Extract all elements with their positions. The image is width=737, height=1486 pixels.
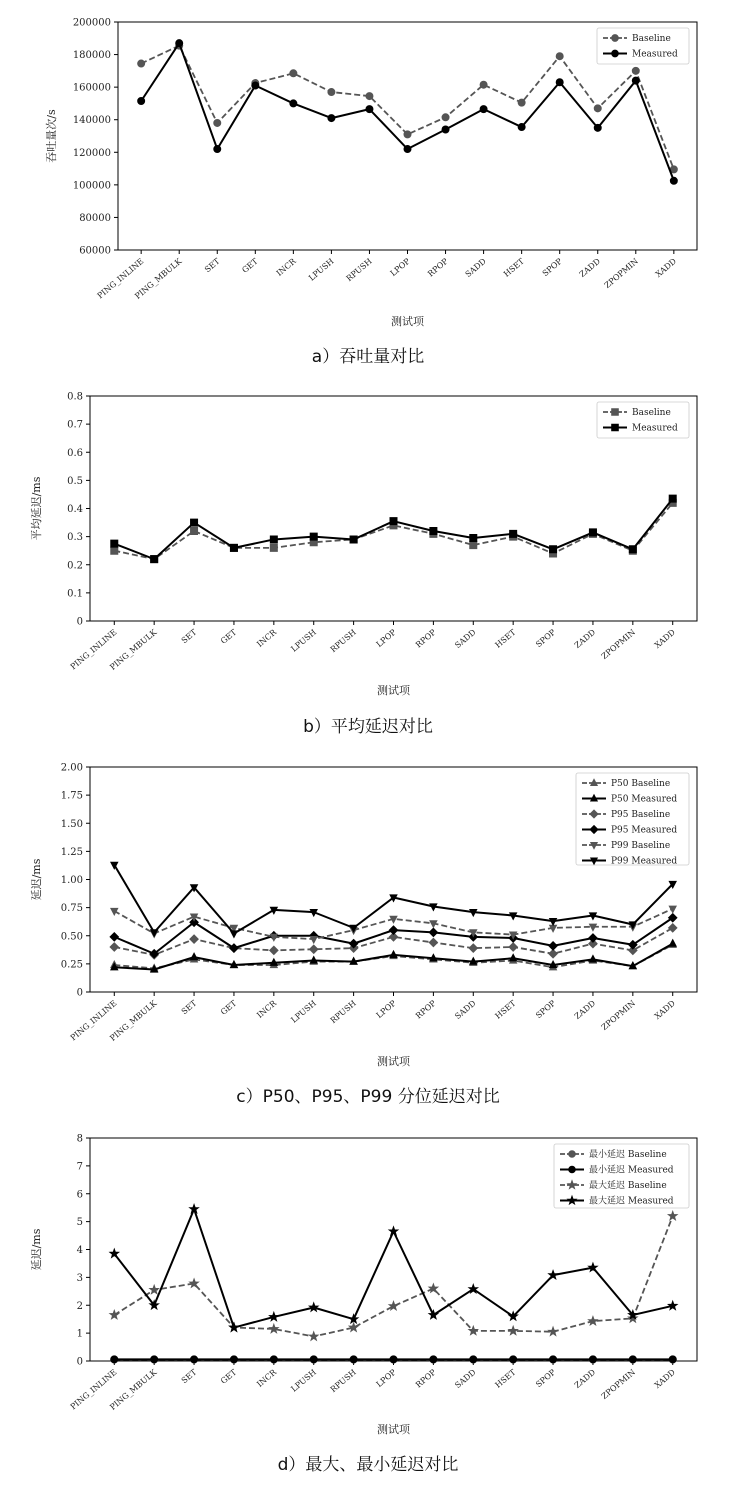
legend xyxy=(554,1144,689,1208)
data-point xyxy=(190,1356,197,1363)
data-point xyxy=(190,935,199,944)
y-tick-label: 3 xyxy=(76,1272,83,1284)
legend-entry: Measured xyxy=(632,423,678,434)
y-tick-label: 140000 xyxy=(72,115,111,127)
data-point xyxy=(588,1316,597,1325)
x-tick-label: ZADD xyxy=(572,1367,598,1391)
data-point xyxy=(190,519,197,526)
x-tick-label: LPUSH xyxy=(307,256,336,283)
y-tick-label: 0.2 xyxy=(67,560,83,572)
y-tick-label: 0.1 xyxy=(67,588,83,600)
x-tick-label: PING_INLINE xyxy=(68,627,119,672)
data-point xyxy=(470,534,477,541)
x-tick-label: RPUSH xyxy=(344,256,374,284)
y-tick-label: 1 xyxy=(76,1328,83,1340)
data-point xyxy=(480,106,487,113)
data-point xyxy=(111,540,118,547)
data-point xyxy=(366,92,373,99)
x-tick-label: PING_MBULK xyxy=(133,256,184,301)
y-tick-label: 0.75 xyxy=(60,903,83,915)
y-axis-label: 吞吐量次/s xyxy=(45,109,58,163)
y-tick-label: 1.00 xyxy=(60,875,83,886)
x-tick-label: PING_INLINE xyxy=(95,256,146,301)
data-point xyxy=(429,938,438,947)
y-tick-label: 180000 xyxy=(72,50,111,62)
x-tick-label: SPOP xyxy=(540,256,564,279)
data-point xyxy=(589,955,596,962)
data-point xyxy=(151,1356,158,1363)
y-tick-label: 2 xyxy=(76,1300,83,1312)
y-tick-label: 0.25 xyxy=(60,959,83,971)
x-axis-label: 测试项 xyxy=(377,1055,410,1068)
x-tick-label: SET xyxy=(179,998,199,1017)
data-point xyxy=(269,1324,278,1333)
data-point xyxy=(510,1356,517,1363)
y-tick-label: 100000 xyxy=(72,180,111,192)
x-tick-label: PING_INLINE xyxy=(68,1367,119,1412)
x-tick-label: SADD xyxy=(453,998,478,1022)
data-point xyxy=(270,1356,277,1363)
data-point xyxy=(549,942,558,951)
data-point xyxy=(138,97,145,104)
x-tick-label: PING_MBULK xyxy=(108,998,159,1043)
legend-swatch-marker xyxy=(569,1166,576,1173)
legend-entry: Measured xyxy=(632,49,678,60)
x-tick-label: RPOP xyxy=(413,1367,438,1390)
legend-entry: P95 Baseline xyxy=(611,810,671,821)
data-point xyxy=(270,946,279,955)
y-tick-label: 0.6 xyxy=(67,447,83,459)
x-tick-label: GET xyxy=(218,998,239,1017)
x-tick-label: INCR xyxy=(274,256,298,278)
data-point xyxy=(138,60,145,67)
data-point xyxy=(111,547,118,554)
data-point xyxy=(309,1332,318,1341)
data-point xyxy=(366,106,373,113)
data-point xyxy=(404,145,411,152)
data-point xyxy=(429,928,438,937)
data-point xyxy=(518,99,525,106)
data-point xyxy=(470,1356,477,1363)
y-tick-label: 0.50 xyxy=(60,931,83,943)
y-tick-label: 0 xyxy=(76,616,83,628)
x-tick-label: ZADD xyxy=(577,256,603,280)
x-tick-label: GET xyxy=(240,256,260,275)
data-point xyxy=(310,533,317,540)
data-point xyxy=(230,544,237,551)
legend-entry: P95 Measured xyxy=(611,825,678,836)
data-point xyxy=(632,67,639,74)
legend-entry: P50 Measured xyxy=(611,794,678,805)
data-point xyxy=(390,1356,397,1363)
data-point xyxy=(589,1356,596,1363)
data-point xyxy=(230,931,237,938)
legend-entry: Baseline xyxy=(632,408,671,419)
x-axis-label: 测试项 xyxy=(391,315,424,328)
data-point xyxy=(110,933,119,942)
data-point xyxy=(518,123,525,130)
data-point xyxy=(589,934,598,943)
chart-3 xyxy=(30,763,697,1108)
data-point xyxy=(190,527,197,534)
data-point xyxy=(310,1356,317,1363)
x-axis-label: 测试项 xyxy=(377,1423,410,1436)
y-tick-label: 0.4 xyxy=(67,504,83,515)
data-point xyxy=(469,944,478,953)
data-point xyxy=(110,1310,119,1319)
legend xyxy=(597,28,689,64)
y-tick-label: 4 xyxy=(76,1245,83,1256)
x-tick-label: SADD xyxy=(453,627,478,651)
x-tick-label: XADD xyxy=(652,998,678,1021)
data-point xyxy=(190,953,197,960)
data-point xyxy=(668,1301,677,1310)
data-point xyxy=(111,1356,118,1363)
data-point xyxy=(594,124,601,131)
x-tick-label: RPOP xyxy=(413,627,438,650)
data-point xyxy=(349,1323,358,1332)
x-tick-label: LPOP xyxy=(388,256,412,279)
legend-entry: P99 Baseline xyxy=(611,841,671,852)
data-point xyxy=(629,1356,636,1363)
data-point xyxy=(389,926,398,935)
y-axis-label: 延迟/ms xyxy=(30,1228,43,1271)
data-point xyxy=(510,530,517,537)
data-point xyxy=(110,943,119,952)
y-tick-label: 0 xyxy=(76,1356,83,1368)
chart-4 xyxy=(30,1134,697,1476)
y-axis-label: 平均延迟/ms xyxy=(30,476,43,541)
x-tick-label: INCR xyxy=(255,1367,279,1389)
chart-caption: b）平均延迟对比 xyxy=(303,717,433,737)
data-point xyxy=(556,79,563,86)
x-tick-label: SPOP xyxy=(534,627,558,650)
data-point xyxy=(509,1326,518,1335)
y-tick-label: 120000 xyxy=(72,147,111,159)
x-tick-label: ZADD xyxy=(572,998,598,1022)
data-point xyxy=(509,943,518,952)
x-tick-label: LPOP xyxy=(374,627,398,650)
x-tick-label: SET xyxy=(179,1367,199,1386)
legend-entry: 最大延迟 Baseline xyxy=(589,1181,667,1192)
y-tick-label: 1.75 xyxy=(60,790,83,802)
data-point xyxy=(629,546,636,553)
data-point xyxy=(389,1227,398,1236)
x-tick-label: LPOP xyxy=(374,998,398,1021)
data-point xyxy=(548,1327,557,1336)
data-point xyxy=(270,536,277,543)
x-tick-label: SET xyxy=(179,627,199,646)
data-point xyxy=(442,126,449,133)
legend xyxy=(597,402,689,438)
data-point xyxy=(430,1356,437,1363)
legend-entry: P50 Baseline xyxy=(611,779,671,790)
series-2 xyxy=(111,1356,677,1363)
y-tick-label: 0.8 xyxy=(67,391,83,403)
x-tick-label: HSET xyxy=(493,1367,518,1390)
data-point xyxy=(442,114,449,121)
data-point xyxy=(480,81,487,88)
x-tick-label: LPUSH xyxy=(289,627,319,654)
data-point xyxy=(669,939,676,946)
data-point xyxy=(270,544,277,551)
data-point xyxy=(556,53,563,60)
data-point xyxy=(214,119,221,126)
x-tick-label: PING_MBULK xyxy=(108,1367,159,1412)
data-point xyxy=(429,1310,438,1319)
chart-1 xyxy=(44,18,697,368)
x-tick-label: RPUSH xyxy=(328,998,358,1026)
legend-entry: Baseline xyxy=(632,34,671,45)
y-tick-label: 8 xyxy=(76,1133,83,1145)
y-tick-label: 160000 xyxy=(72,82,111,94)
x-tick-label: ZADD xyxy=(572,627,598,651)
y-tick-label: 1.25 xyxy=(60,846,83,858)
data-point xyxy=(670,177,677,184)
data-point xyxy=(669,495,676,502)
legend-swatch-marker xyxy=(612,409,619,416)
x-tick-label: XADD xyxy=(652,627,678,650)
chart-caption: c）P50、P95、P99 分位延迟对比 xyxy=(236,1087,500,1107)
x-tick-label: GET xyxy=(218,627,239,646)
data-point xyxy=(309,1303,318,1312)
x-tick-label: SPOP xyxy=(534,998,558,1021)
data-point xyxy=(404,131,411,138)
data-point xyxy=(328,114,335,121)
chart-caption: d）最大、最小延迟对比 xyxy=(277,1455,459,1475)
data-point xyxy=(229,1323,238,1332)
data-point xyxy=(632,77,639,84)
x-tick-label: ZPOPMIN xyxy=(602,256,641,291)
x-tick-label: SET xyxy=(202,256,222,275)
y-tick-label: 5 xyxy=(76,1217,83,1229)
data-point xyxy=(589,529,596,536)
x-tick-label: PING_MBULK xyxy=(108,627,159,672)
y-axis-label: 延迟/ms xyxy=(30,858,43,901)
legend-swatch-marker xyxy=(569,1151,576,1158)
legend-swatch-marker xyxy=(612,35,619,42)
x-tick-label: PING_INLINE xyxy=(68,998,119,1043)
x-tick-label: HSET xyxy=(502,256,526,279)
x-tick-label: INCR xyxy=(255,998,279,1020)
legend-entry: 最小延迟 Baseline xyxy=(589,1150,667,1161)
x-tick-label: XADD xyxy=(652,1367,678,1390)
data-point xyxy=(669,1356,676,1363)
legend-entry: 最小延迟 Measured xyxy=(589,1165,674,1176)
x-axis-label: 测试项 xyxy=(377,684,410,697)
y-tick-label: 0 xyxy=(76,987,83,999)
data-point xyxy=(350,536,357,543)
data-point xyxy=(309,945,318,954)
y-tick-label: 7 xyxy=(76,1161,83,1173)
x-tick-label: SADD xyxy=(453,1367,478,1391)
y-tick-label: 6 xyxy=(76,1189,83,1201)
x-tick-label: LPUSH xyxy=(289,1367,319,1394)
data-point xyxy=(549,546,556,553)
x-tick-label: SADD xyxy=(463,256,488,280)
data-point xyxy=(350,1356,357,1363)
data-point xyxy=(549,918,556,925)
data-point xyxy=(230,1356,237,1363)
data-point xyxy=(269,1312,278,1321)
data-point xyxy=(668,1211,677,1220)
data-point xyxy=(290,100,297,107)
data-point xyxy=(151,556,158,563)
y-tick-label: 0.7 xyxy=(67,419,83,431)
y-tick-label: 0.3 xyxy=(67,532,83,544)
legend-entry: P99 Measured xyxy=(611,856,678,867)
x-tick-label: ZPOPMIN xyxy=(599,627,638,662)
legend-swatch-marker xyxy=(612,50,619,57)
x-tick-label: LPUSH xyxy=(289,998,319,1025)
data-point xyxy=(150,1285,159,1294)
x-tick-label: RPUSH xyxy=(328,627,358,655)
x-tick-label: ZPOPMIN xyxy=(599,998,638,1033)
series-line xyxy=(114,1216,672,1336)
data-point xyxy=(214,145,221,152)
legend-entry: 最大延迟 Measured xyxy=(589,1196,674,1207)
x-tick-label: RPOP xyxy=(413,998,438,1021)
data-point xyxy=(430,527,437,534)
y-tick-label: 1.50 xyxy=(60,818,83,830)
legend xyxy=(576,773,689,867)
data-point xyxy=(668,924,677,933)
x-tick-label: RPOP xyxy=(426,256,450,279)
x-tick-label: XADD xyxy=(653,256,679,279)
series-4 xyxy=(110,1204,678,1331)
chart-2 xyxy=(29,392,697,738)
y-tick-label: 60000 xyxy=(79,245,111,257)
data-point xyxy=(470,541,477,548)
legend-swatch-marker xyxy=(612,424,619,431)
y-tick-label: 200000 xyxy=(72,17,111,29)
chart-caption: a）吞吐量对比 xyxy=(311,347,425,367)
series-1 xyxy=(138,42,678,173)
series-line xyxy=(141,43,674,181)
x-tick-label: HSET xyxy=(493,627,518,650)
data-point xyxy=(176,40,183,47)
data-point xyxy=(290,70,297,77)
x-tick-label: GET xyxy=(218,1367,239,1386)
x-tick-label: LPOP xyxy=(374,1367,398,1390)
x-tick-label: ZPOPMIN xyxy=(599,1367,638,1402)
data-point xyxy=(594,105,601,112)
x-tick-label: SPOP xyxy=(534,1367,558,1390)
y-tick-label: 2.00 xyxy=(60,762,83,774)
x-tick-label: HSET xyxy=(493,998,518,1021)
x-tick-label: RPUSH xyxy=(328,1367,358,1395)
data-point xyxy=(549,1356,556,1363)
data-point xyxy=(328,88,335,95)
data-point xyxy=(390,518,397,525)
x-tick-label: INCR xyxy=(255,627,279,649)
data-point xyxy=(252,82,259,89)
y-tick-label: 0.5 xyxy=(67,475,83,487)
y-tick-label: 80000 xyxy=(79,212,111,224)
